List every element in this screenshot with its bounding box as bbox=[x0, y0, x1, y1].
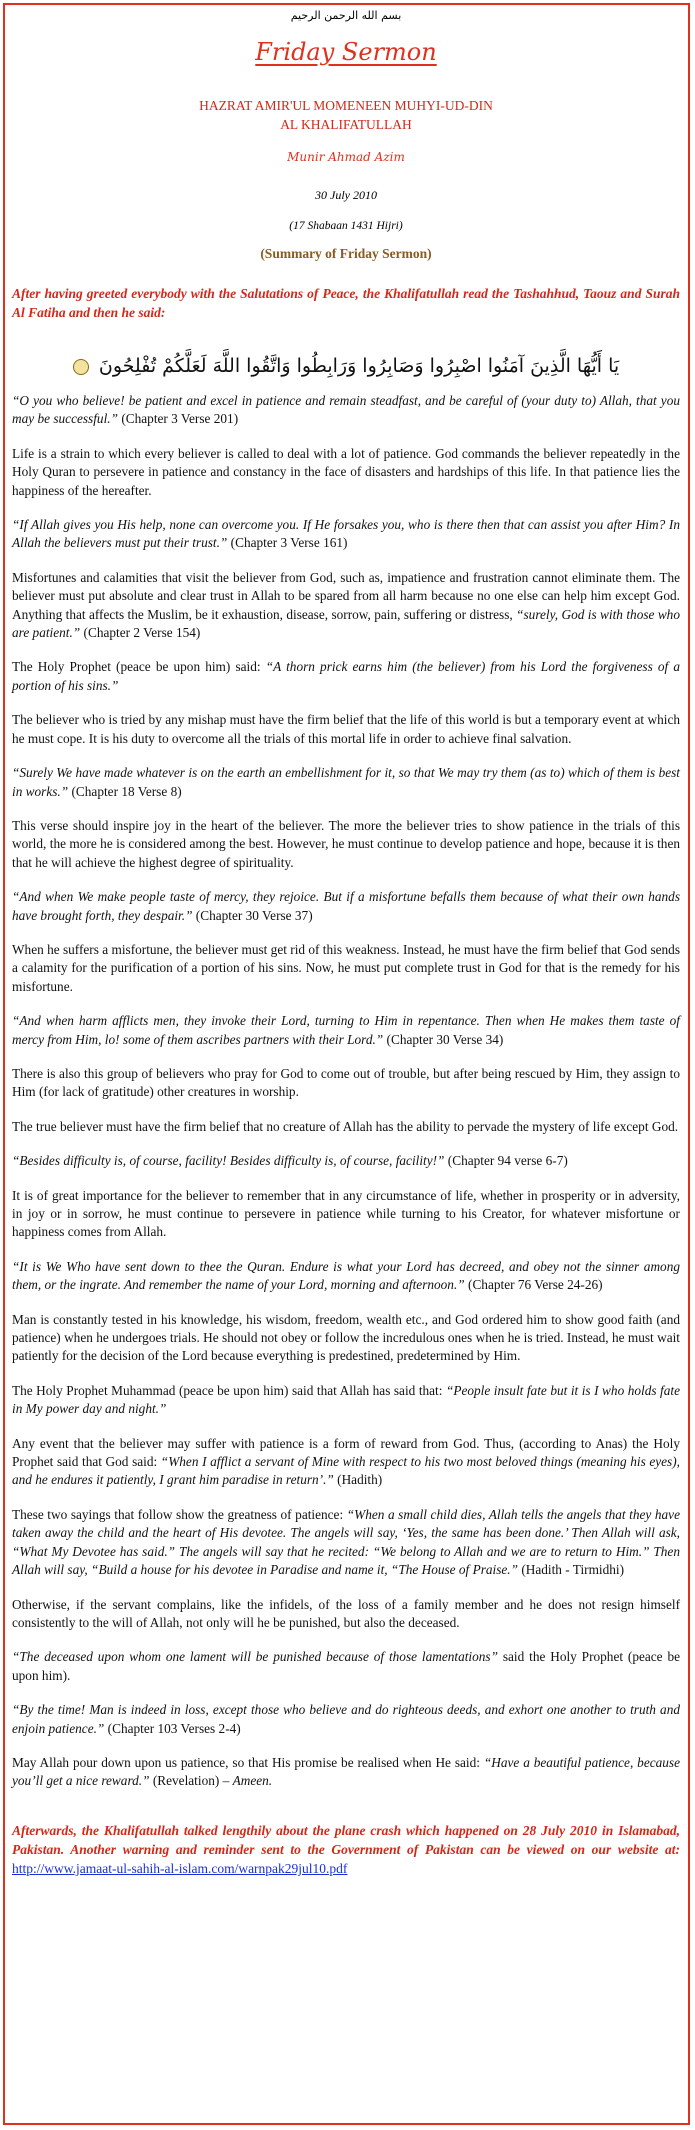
page-title: Friday Sermon bbox=[255, 38, 437, 66]
paragraph-text: Otherwise, if the servant complains, like the infidels, of the loss of a family member and he does not resign himself consistently to the will of Allah, not only will he be punished, but also the deceased. bbox=[12, 1596, 680, 1630]
sermon-paragraph bbox=[12, 764, 680, 801]
arabic-verse bbox=[12, 350, 680, 382]
quote-text: “When I afflict a servant of Mine with respect to his two most beloved things (meaning his eyes), and he endures it patiently, I grant him paradise in return’.” bbox=[12, 1454, 680, 1488]
quote-text: “And when We make people taste of mercy, they rejoice. But if a misfortune befalls them because of what their own hands have brought forth, they despair.” bbox=[12, 889, 680, 923]
author-title-line1: HAZRAT AMIR'UL MOMENEEN MUHYI-UD-DIN bbox=[199, 98, 493, 113]
reference-text: (Chapter 18 Verse 8) bbox=[68, 783, 182, 799]
author-title-line2: AL KHALIFATULLAH bbox=[280, 117, 412, 132]
quote-text: Ameen. bbox=[232, 1773, 273, 1789]
reference-text: (Chapter 76 Verse 24-26) bbox=[464, 1277, 603, 1293]
paragraph-text: Man is constantly tested in his knowledge, his wisdom, freedom, wealth etc., and God ordered him to show good faith (and patience) when he undergoes trials. He should not obey or follow the incredulous ones when he is tried. Instead, he must wait patiently for the decision of the Lord because everything is predestined, predetermined by Him. bbox=[12, 1311, 680, 1364]
sermon-paragraph bbox=[12, 392, 680, 429]
paragraph-text: It is of great importance for the believer to remember that in any circumstance of life, whether in prosperity or in adversity, in joy or in sorrow, he must continue to persevere in patience while turning to his Creator, for whatever misfortune or happiness comes from Allah. bbox=[12, 1187, 680, 1240]
reference-text: (Chapter 3 Verse 201) bbox=[118, 411, 239, 427]
reference-text: (Hadith) bbox=[333, 1472, 383, 1488]
sermon-paragraph bbox=[12, 1435, 680, 1490]
paragraph-text: These two sayings that follow show the greatness of patience: bbox=[12, 1506, 347, 1522]
reference-text: (Chapter 3 Verse 161) bbox=[227, 535, 348, 551]
paragraph-text: This verse should inspire joy in the heart of the believer. The more the believer tries to show patience in the trials of this world, the more he is considered among the best. However, he must continue to develop patience and hope, because it is then that he will achieve the highest degree of spirituality. bbox=[12, 817, 680, 870]
reference-text: (Chapter 94 verse 6-7) bbox=[444, 1153, 568, 1169]
sermon-paragraph bbox=[12, 1701, 680, 1738]
sermon-paragraph bbox=[12, 1754, 680, 1791]
hijri-date: (17 Shabaan 1431 Hijri) bbox=[289, 220, 403, 232]
reference-text: (Chapter 30 Verse 34) bbox=[383, 1031, 504, 1047]
quote-text: “When a small child dies, Allah tells the angels that they have taken away the child and the heart of His devotee. The angels will say, ‘Yes, the same has been done.’ Then Allah will ask, “What My Devotee has said.” The angels will say that he recited: “We belong to Allah and we are to return to Him.” Then Allah will say, “Build a house for his devotee in Paradise and name it, “The House of Praise.” bbox=[12, 1506, 680, 1578]
reference-text: (Hadith - Tirmidhi) bbox=[518, 1562, 625, 1578]
sermon-paragraph bbox=[12, 1596, 680, 1633]
summary-heading: (Summary of Friday Sermon) bbox=[260, 246, 432, 261]
sermon-paragraph bbox=[12, 1187, 680, 1242]
sermon-paragraph bbox=[12, 1311, 680, 1366]
sermon-paragraph bbox=[12, 888, 680, 925]
reference-text: (Revelation) – bbox=[149, 1773, 233, 1789]
quote-text: “By the time! Man is indeed in loss, except those who believe and do righteous deeds, and exhort one another to truth and enjoin patience.” bbox=[12, 1702, 680, 1736]
bismillah: بسم الله الرحمن الرحيم bbox=[290, 9, 402, 22]
quote-text: “People insult fate but it is I who holds fate in My power day and night.” bbox=[12, 1382, 680, 1417]
quote-text: “And when harm afflicts men, they invoke their Lord, turning to Him in repentance. Then when He makes them taste of mercy from Him, lo! some of them ascribes partners with their Lord.” bbox=[12, 1013, 680, 1047]
sermon-body bbox=[12, 392, 680, 1791]
paragraph-text: The Holy Prophet Muhammad (peace be upon him) said that Allah has said that: bbox=[12, 1382, 446, 1398]
sermon-paragraph bbox=[12, 711, 680, 748]
ayah-end-icon bbox=[73, 359, 89, 375]
warning-pdf-link[interactable]: http://www.jamaat-ul-sahih-al-islam.com/warnpak29jul10.pdf bbox=[12, 1860, 348, 1876]
sermon-paragraph bbox=[12, 1506, 680, 1580]
quote-text: “Surely We have made whatever is on the earth an embellishment for it, so that We may try them (as to) which of them is best in works.” bbox=[12, 765, 680, 799]
sermon-paragraph bbox=[12, 516, 680, 553]
reference-text: (Chapter 30 Verse 37) bbox=[192, 907, 313, 923]
quote-text: “The deceased upon whom one lament will be punished because of those lamentations” bbox=[12, 1649, 498, 1665]
paragraph-text: Any event that the believer may suffer with patience is a form of reward from God. Thus, (according to Anas) the Holy Prophet said that God said: bbox=[12, 1435, 680, 1470]
sermon-paragraph bbox=[12, 445, 680, 500]
paragraph-text: The true believer must have the firm belief that no creature of Allah has the ability to pervade the mystery of life except God. bbox=[12, 1118, 679, 1134]
paragraph-text: There is also this group of believers who pray for God to come out of trouble, but after being rescued by Him, they assign to Him (for lack of gratitude) other creatures in worship. bbox=[12, 1065, 680, 1100]
intro-paragraph: After having greeted everybody with the Salutations of Peace, the Khalifatullah read the Tashahhud, Taouz and Surah Al Fatiha and then he said: bbox=[12, 286, 680, 320]
closing-text: Afterwards, the Khalifatullah talked lengthily about the plane crash which happened on 28 July 2010 in Islamabad, Pakistan. Another warning and reminder sent to the Government of Pakistan can be viewed on our website at: bbox=[12, 1822, 680, 1857]
sermon-paragraph bbox=[12, 1065, 680, 1102]
quote-text: “Besides difficulty is, of course, facility! Besides difficulty is, of course, facility!” bbox=[12, 1153, 445, 1169]
quote-text: “A thorn prick earns him (the believer) from his Lord the forgiveness of a portion of his sins.” bbox=[12, 659, 680, 693]
paragraph-text: May Allah pour down upon us patience, so that His promise be realised when He said: bbox=[12, 1754, 484, 1770]
paragraph-text: Life is a strain to which every believer is called to deal with a lot of patience. God commands the believer repeatedly in the Holy Quran to persevere in patience and constancy in the face of disasters and hardships of this life. In that patience lies the happiness of the hereafter. bbox=[12, 445, 680, 498]
sermon-paragraph bbox=[12, 1382, 680, 1419]
quote-text: “Have a beautiful patience, because you’ll get a nice reward.” bbox=[12, 1754, 681, 1789]
closing-paragraph bbox=[12, 1821, 680, 1878]
sermon-paragraph bbox=[12, 1118, 680, 1136]
paragraph-text: The believer who is tried by any mishap must have the firm belief that the life of this world is but a temporary event at which he must cope. It is his duty to overcome all the trials of this mortal life in order to achieve final salvation. bbox=[12, 712, 680, 746]
sermon-paragraph bbox=[12, 658, 680, 695]
sermon-date: 30 July 2010 bbox=[315, 188, 377, 202]
quote-text: “surely, God is with those who are patient.” bbox=[12, 606, 680, 641]
paragraph-text: Misfortunes and calamities that visit the believer from God, such as, impatience and frustration cannot eliminate them. The believer must put absolute and clear trust in Allah to be spared from all harm because no one else can help him except God. Anything that affects the Muslim, be it exhaustion, disease, sorrow, pain, suffering or distress, bbox=[12, 569, 680, 622]
arabic-verse-text: يَا أَيُّهَا الَّذِينَ آمَنُوا اصْبِرُوا وَصَابِرُوا وَرَابِطُوا وَاتَّقُوا اللَّهَ لَعَلَّكُمْ تُفْلِحُونَ bbox=[98, 355, 620, 377]
paragraph-text: When he suffers a misfortune, the believer must get rid of this weakness. Instead, he must have the firm belief that God sends a calamity for the purification of a portion of his sins. Now, he must put complete trust in God for that is the remedy for his misfortune. bbox=[12, 941, 680, 994]
sermon-paragraph bbox=[12, 1258, 680, 1295]
reference-text: said the Holy Prophet (peace be upon him). bbox=[12, 1649, 680, 1683]
quote-text: “O you who believe! be patient and excel in patience and remain steadfast, and be careful of (your duty to) Allah, that you may be successful.” bbox=[12, 393, 680, 427]
quote-text: “If Allah gives you His help, none can overcome you. If He forsakes you, who is there then that can assist you after Him? In Allah the believers must put their trust.” bbox=[12, 517, 680, 551]
speaker-name: Munir Ahmad Azim bbox=[287, 150, 405, 164]
sermon-paragraph bbox=[12, 817, 680, 872]
sermon-paragraph bbox=[12, 941, 680, 996]
sermon-frame bbox=[3, 3, 690, 2125]
reference-text: (Chapter 103 Verses 2-4) bbox=[104, 1720, 241, 1736]
reference-text: (Chapter 2 Verse 154) bbox=[80, 625, 201, 641]
sermon-paragraph bbox=[12, 569, 680, 643]
quote-text: “It is We Who have sent down to thee the Quran. Endure is what your Lord has decreed, and obey not the sinner among them, or the ingrate. And remember the name of your Lord, morning and afternoon.” bbox=[12, 1258, 680, 1293]
sermon-paragraph bbox=[12, 1648, 680, 1685]
paragraph-text: The Holy Prophet (peace be upon him) said: bbox=[12, 659, 266, 675]
sermon-paragraph bbox=[12, 1152, 680, 1170]
sermon-paragraph bbox=[12, 1012, 680, 1049]
